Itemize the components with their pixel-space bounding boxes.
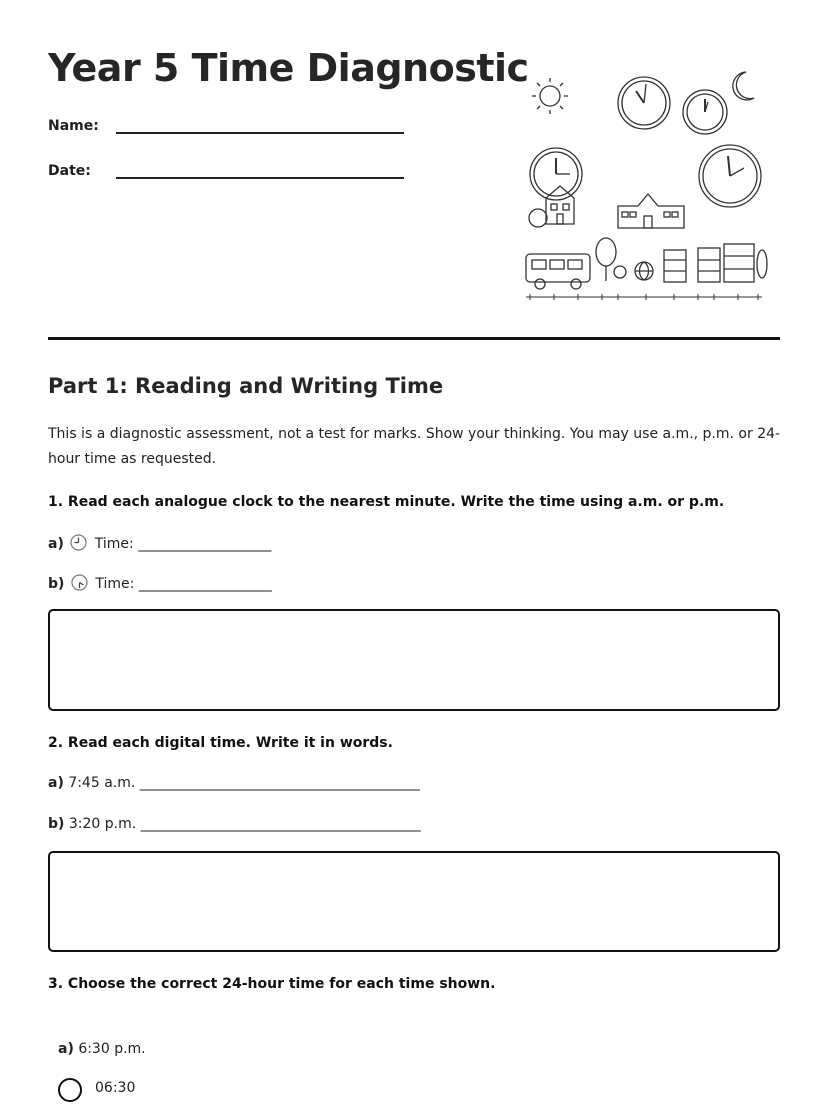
q1a-label: a) <box>48 536 64 552</box>
q3a-time: 6:30 p.m. <box>78 1041 146 1057</box>
part1-intro: This is a diagnostic assessment, not a test for marks. Show your thinking. You may use a.m., p.m. or 24-hour time as requested. <box>48 426 781 467</box>
clock-icon <box>530 148 582 200</box>
q3-prompt: 3. Choose the correct 24-hour time for each time shown. <box>48 976 496 992</box>
q2-working-box[interactable] <box>48 851 780 952</box>
q1-prompt: 1. Read each analogue clock to the nearest minute. Write the time using a.m. or p.m. <box>48 494 725 510</box>
tree-icon <box>596 238 616 281</box>
q2a-item <box>48 775 420 791</box>
part1-heading: Part 1: Reading and Writing Time <box>48 374 444 398</box>
clock-icon <box>699 145 761 207</box>
date-label: Date: <box>48 163 91 179</box>
q3a-option-radio[interactable] <box>58 1078 82 1102</box>
q3a-item <box>58 1041 146 1057</box>
bookshelf-icon <box>664 244 767 282</box>
q3a-option-label: 06:30 <box>95 1080 136 1096</box>
time-illustration <box>518 66 778 316</box>
globe-icon <box>614 262 653 280</box>
q1a-answer-blank[interactable]: Time: ___________________ <box>94 536 272 552</box>
q1b-label: b) <box>48 576 65 592</box>
timeline-icon <box>526 294 762 300</box>
school-icon <box>618 194 684 228</box>
q2a-label: a) <box>48 775 64 791</box>
name-label: Name: <box>48 118 99 134</box>
clock-icon <box>71 574 88 591</box>
clock-icon <box>683 90 727 134</box>
clock-icon <box>618 77 670 129</box>
q2b-item <box>48 816 421 832</box>
bus-icon <box>526 254 590 289</box>
q1-working-box[interactable] <box>48 609 780 711</box>
q2-prompt: 2. Read each digital time. Write it in words. <box>48 735 393 751</box>
q1b-item <box>48 574 272 592</box>
date-field <box>48 163 91 179</box>
q1a-item <box>48 534 271 552</box>
q2b-label: b) <box>48 816 65 832</box>
header-divider <box>48 337 780 340</box>
sun-icon <box>532 78 568 114</box>
q1b-answer-blank[interactable]: Time: ___________________ <box>95 576 272 592</box>
moon-icon <box>733 72 754 100</box>
q2b-answer-blank[interactable]: 3:20 p.m. ________________________________________ <box>68 816 421 832</box>
house-icon <box>529 186 574 227</box>
name-field <box>48 118 99 134</box>
name-line[interactable] <box>116 132 404 134</box>
q3a-label: a) <box>58 1041 74 1057</box>
clock-icon <box>70 534 87 551</box>
q2a-answer-blank[interactable]: 7:45 a.m. ________________________________________ <box>68 775 420 791</box>
page-title: Year 5 Time Diagnostic <box>48 46 529 90</box>
date-line[interactable] <box>116 177 404 179</box>
